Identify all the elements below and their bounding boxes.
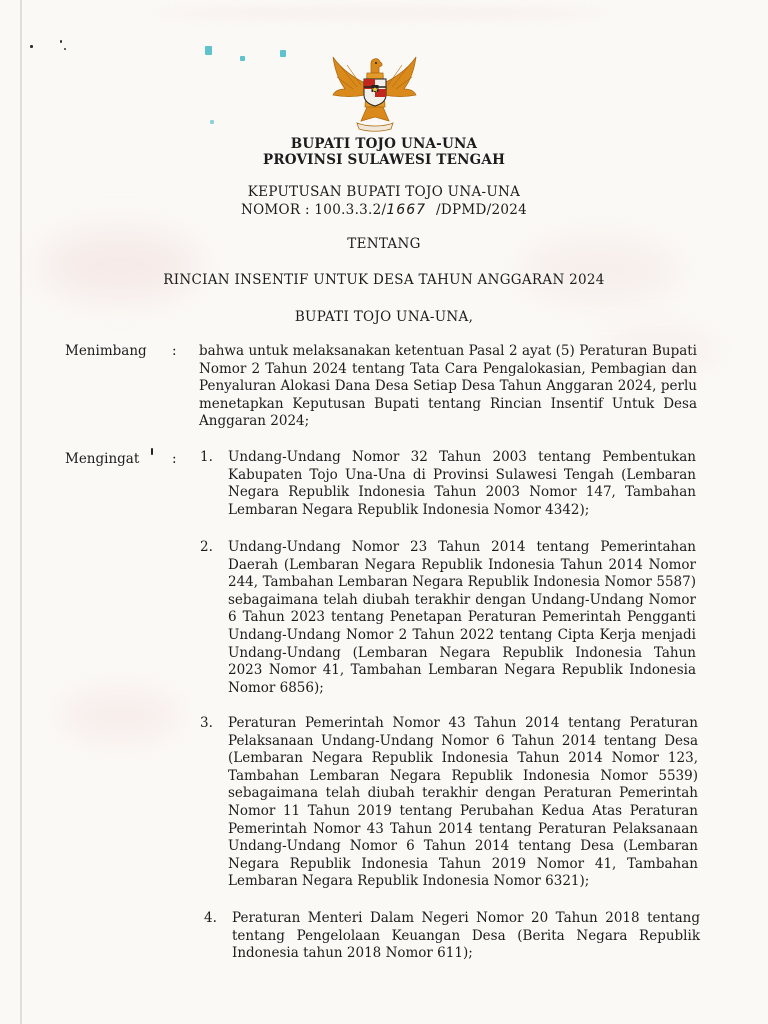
authority-title: BUPATI TOJO UNA-UNA	[290, 136, 478, 152]
decree-subject: RINCIAN INSENTIF UNTUK DESA TAHUN ANGGARAN 2024	[163, 272, 605, 288]
scan-stain	[150, 8, 610, 18]
mengingat-label: Mengingat	[65, 451, 140, 467]
menimbang-label: Menimbang	[65, 343, 147, 359]
decree-number-suffix: /DPMD/2024	[436, 202, 528, 218]
list-item-number: 1.	[200, 449, 213, 465]
scan-speck	[205, 46, 212, 55]
list-item: Undang-Undang Nomor 32 Tahun 2003 tentang Pembentukan Kabupaten Tojo Una-Una di Provinsi Sulawesi Tengah (Lembaran Negara Republik Indonesia Tahun 2003 Nomor 147, Tambahan Lembaran Negara Republik Indonesia Nomor 4342);	[228, 449, 696, 518]
menimbang-text: bahwa untuk melaksanakan ketentuan Pasal 2 ayat (5) Peraturan Bupati Nomor 2 Tahun 2024 tentang Tata Cara Pengalokasian, Pembagian dan Penyaluran Alokasi Dana Desa Setiap Desa Tahun Anggaran 2024, perlu menetapkan Keputusan Bupati tentang Rincian Insentif Untuk Desa Anggaran 2024;	[199, 343, 697, 430]
scan-speck	[240, 56, 245, 61]
list-item-number: 3.	[200, 715, 213, 731]
decree-number-handwritten: 1667	[386, 202, 427, 218]
list-item-number: 4.	[204, 910, 217, 926]
list-item: Peraturan Pemerintah Nomor 43 Tahun 2014 tentang Peraturan Pelaksanaan Undang-Undang Nomor 6 Tahun 2014 tentang Desa (Lembaran Negara Republik Indonesia Tahun 2014 Nomor 123, Tambahan Lembaran Negara Republik Indonesia Nomor 5539) sebagaimana telah diubah terakhir dengan Peraturan Pemerintah Nomor 11 Tahun 2019 tentang Perubahan Kedua Atas Peraturan Pemerintah Nomor 43 Tahun 2014 tentang Peraturan Pelaksanaan Undang-Undang Nomor 6 Tahun 2014 tentang Desa (Lembaran Negara Republik Indonesia Tahun 2019 Nomor 41, Tambahan Lembaran Negara Republik Indonesia Nomor 6321);	[228, 715, 698, 890]
scan-speck	[30, 45, 33, 48]
scan-speck	[151, 448, 153, 455]
tentang-heading: TENTANG	[347, 236, 421, 252]
garuda-pancasila-emblem-icon	[327, 55, 422, 133]
scan-speck	[210, 120, 214, 124]
scan-speck	[64, 48, 66, 50]
signatory-intro: BUPATI TOJO UNA-UNA,	[294, 309, 474, 325]
scan-speck	[280, 50, 286, 57]
menimbang-colon: :	[172, 343, 177, 359]
mengingat-colon: :	[172, 451, 177, 467]
province-title: PROVINSI SULAWESI TENGAH	[262, 152, 506, 168]
scan-stain	[60, 690, 180, 740]
decree-number	[0, 202, 768, 218]
decree-number-prefix: NOMOR : 100.3.3.2/	[240, 202, 387, 218]
list-item: Undang-Undang Nomor 23 Tahun 2014 tentang Pemerintahan Daerah (Lembaran Negara Republik Indonesia Tahun 2014 Nomor 244, Tambahan Lembaran Negara Republik Indonesia Nomor 5587) sebagaimana telah diubah terakhir dengan Undang-Undang Nomor 6 Tahun 2023 tentang Penetapan Peraturan Pemerintah Pengganti Undang-Undang Nomor 2 Tahun 2022 tentang Cipta Kerja menjadi Undang-Undang (Lembaran Negara Republik Indonesia Tahun 2023 Nomor 41, Tambahan Lembaran Negara Republik Indonesia Nomor 6856);	[228, 539, 696, 696]
decree-title: KEPUTUSAN BUPATI TOJO UNA-UNA	[247, 184, 521, 200]
list-item: Peraturan Menteri Dalam Negeri Nomor 20 Tahun 2018 tentang tentang Pengelolaan Keuangan Desa (Berita Negara Republik Indonesia tahun 2018 Nomor 611);	[232, 910, 700, 962]
scan-speck	[60, 40, 62, 43]
list-item-number: 2.	[200, 539, 213, 555]
